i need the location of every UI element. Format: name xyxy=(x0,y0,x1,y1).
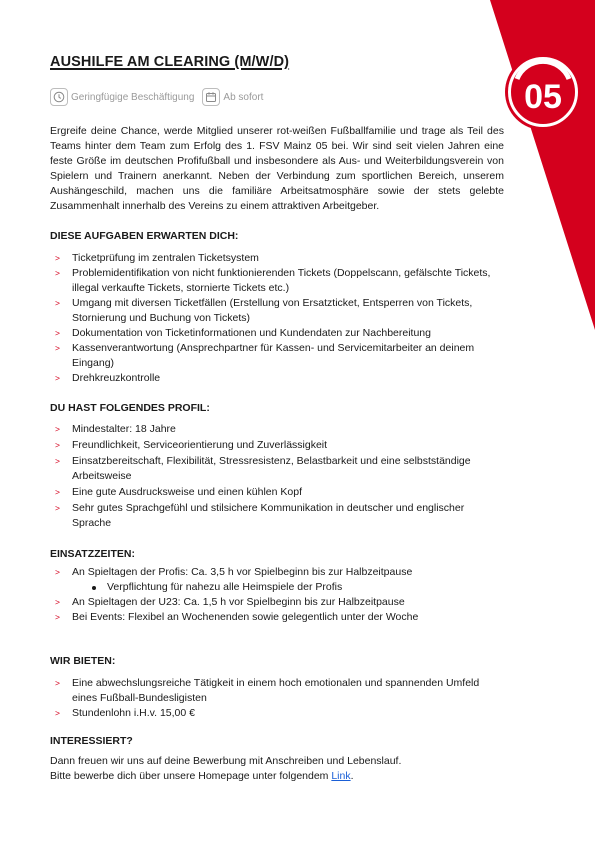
list-item: > Dokumentation von Ticketinformationen und Kundendaten zur Nachbereitung xyxy=(50,326,504,341)
list-item: > Kassenverantwortung (Ansprechpartner für Kassen- und Servicemitarbeiter an deinem Eingang) xyxy=(50,341,504,371)
calendar-icon xyxy=(202,88,220,106)
employment-type xyxy=(50,88,194,106)
job-title: AUSHILFE AM CLEARING (M/W/D) xyxy=(50,54,290,70)
list-item: > Drehkreuzkontrolle xyxy=(50,371,504,386)
employment-type-label: Geringfügige Beschäftigung xyxy=(71,91,195,103)
hours-sublist xyxy=(50,580,504,595)
job-meta xyxy=(50,88,271,106)
hours-list xyxy=(50,565,504,580)
application-link[interactable]: Link xyxy=(331,770,351,782)
list-item: > Stundenlohn i.H.v. 15,00 € xyxy=(50,706,504,721)
list-item: > Eine gute Ausdrucksweise und einen kühlen Kopf xyxy=(50,485,504,500)
list-item: > An Spieltagen der Profis: Ca. 3,5 h vor Spielbeginn bis zur Halbzeitpause xyxy=(50,565,504,580)
profile-list xyxy=(50,422,504,531)
hours-list-cont xyxy=(50,595,504,625)
clock-icon xyxy=(50,88,68,106)
list-item: > Sehr gutes Sprachgefühl und stilsichere Kommunikation in deutscher und englischer Sprache xyxy=(50,501,504,531)
interest-heading: INTERESSIERT? xyxy=(50,735,133,747)
list-item: > Ticketprüfung im zentralen Ticketsystem xyxy=(50,251,504,266)
interest-line-2-end: . xyxy=(350,770,354,782)
tasks-heading: DIESE AUFGABEN ERWARTEN DICH: xyxy=(50,230,239,242)
list-item: > Mindestalter: 18 Jahre xyxy=(50,422,504,437)
list-item: > Freundlichkeit, Serviceorientierung und Zuverlässigkeit xyxy=(50,438,504,453)
list-item: > Umgang mit diversen Ticketfällen (Erstellung von Ersatzticket, Entsperren von Tickets, Stornierung und Buchung von Tickets) xyxy=(50,296,504,326)
sub-list-item: Verpflichtung für nahezu alle Heimspiele der Profis xyxy=(50,580,504,595)
profile-heading: DU HAST FOLGENDES PROFIL: xyxy=(50,402,210,414)
job-description xyxy=(50,124,504,784)
interest-line-2-text: Bitte bewerbe dich über unsere Homepage unter folgendem xyxy=(50,770,332,782)
interest-line-2 xyxy=(50,769,504,784)
club-logo-text: 05 xyxy=(524,78,562,116)
interest-line-1: Dann freuen wir uns auf deine Bewerbung mit Anschreiben und Lebenslauf. xyxy=(50,755,402,767)
offer-heading: WIR BIETEN: xyxy=(50,655,116,667)
list-item: > Eine abwechslungsreiche Tätigkeit in einem hoch emotionalen und spannenden Umfeld eines Fußball-Bundesligisten xyxy=(50,676,504,706)
hours-heading: EINSATZZEITEN: xyxy=(50,548,135,560)
start-date xyxy=(202,88,263,106)
list-item: > An Spieltagen der U23: Ca. 1,5 h vor Spielbeginn bis zur Halbzeitpause xyxy=(50,595,504,610)
tasks-list xyxy=(50,251,504,386)
list-item: > Problemidentifikation von nicht funktionierenden Tickets (Doppelscann, gefälschte Tickets, illegal verkaufte Tickets, stornierte Tickets etc.) xyxy=(50,266,504,296)
list-item: > Einsatzbereitschaft, Flexibilität, Stressresistenz, Belastbarkeit und eine selbstständige Arbeitsweise xyxy=(50,454,504,484)
list-item: > Bei Events: Flexibel an Wochenenden sowie gelegentlich unter der Woche xyxy=(50,610,504,625)
club-logo xyxy=(505,54,581,130)
offer-list xyxy=(50,676,504,721)
start-date-label: Ab sofort xyxy=(223,91,264,103)
intro-paragraph: Ergreife deine Chance, werde Mitglied unserer rot-weißen Fußballfamilie und trage als Teil des Teams hinter dem Team zum Erfolg des 1. FSV Mainz 05 bei. Wir sind seit vielen Jahren eine feste Größe im deutschen Profifußball und insbesondere als Aus- und Weiterbildungsverein von Spielern und Trainern anerkannt. Neben der Verbindung zum sportlichen Bereich, unserem Aushängeschild, machen uns die familiäre Arbeitsatmosphäre sowie der stets gelebte Zusammenhalt innerhalb des Vereins zu einem attraktiven Arbeitgeber. xyxy=(50,125,504,212)
